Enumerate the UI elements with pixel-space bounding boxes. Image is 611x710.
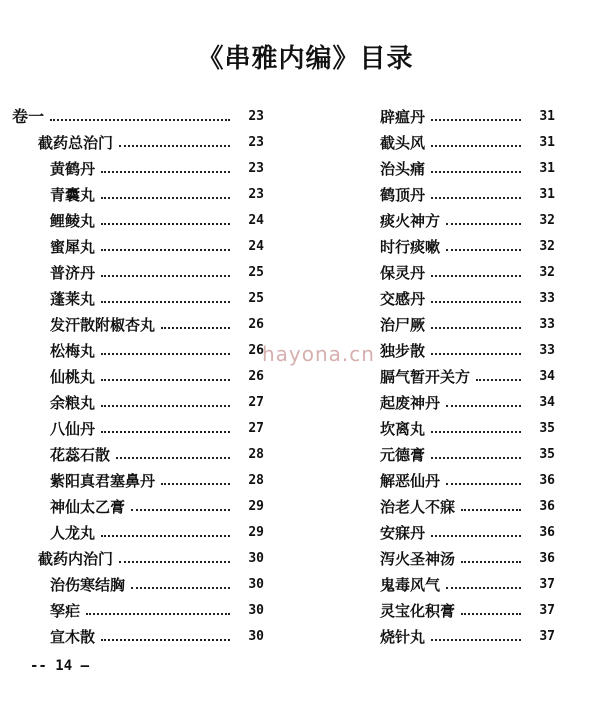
leader-dots [476,379,521,381]
toc-entry [342,546,555,572]
toc-entry [12,546,264,572]
toc-entry [342,520,555,546]
toc-entry-page: 24 [248,239,264,254]
toc-entry-page: 23 [248,161,264,176]
toc-entry [12,104,264,130]
toc-entry-page: 37 [539,603,555,618]
leader-dots [431,639,521,641]
toc-entry-page: 29 [248,525,264,540]
watermark: hayona.cn [262,342,375,366]
leader-dots [431,353,521,355]
leader-dots [119,561,230,563]
toc-entry [342,260,555,286]
toc-entry-page: 26 [248,317,264,332]
toc-entry-label: 治尸厥 [380,312,429,338]
toc-entry [12,286,264,312]
toc-entry-page: 32 [539,239,555,254]
leader-dots [119,145,230,147]
toc-entry-label: 截药内治门 [38,546,117,572]
toc-entry-page: 26 [248,369,264,384]
toc-entry-label: 安寐丹 [380,520,429,546]
toc-entry-page: 37 [539,577,555,592]
toc-entry [12,130,264,156]
toc-entry-page: 31 [539,161,555,176]
leader-dots [101,379,230,381]
toc-entry-page: 24 [248,213,264,228]
toc-entry [342,286,555,312]
toc-entry-page: 35 [539,447,555,462]
toc-entry-label: 孥疟 [50,598,84,624]
leader-dots [131,509,230,511]
toc-entry-label: 松梅丸 [50,338,99,364]
toc-entry-page: 37 [539,629,555,644]
toc-entry-label: 膈气暂开关方 [380,364,474,390]
toc-entry-label: 神仙太乙膏 [50,494,129,520]
toc-entry-label: 发汗散附椒杏丸 [50,312,159,338]
leader-dots [446,249,521,251]
toc-entry [342,364,555,390]
toc-entry-page: 30 [248,551,264,566]
leader-dots [446,587,521,589]
toc-entry-label: 截药总治门 [38,130,117,156]
toc-entry-page: 36 [539,473,555,488]
toc-entry-label: 人龙丸 [50,520,99,546]
toc-entry [12,624,264,650]
toc-entry-page: 35 [539,421,555,436]
toc-entry-page: 34 [539,369,555,384]
toc-entry-label: 青囊丸 [50,182,99,208]
toc-entry [12,468,264,494]
leader-dots [161,483,230,485]
toc-entry-label: 花蕊石散 [50,442,114,468]
toc-entry-label: 独步散 [380,338,429,364]
toc-entry-label: 仙桃丸 [50,364,99,390]
toc-entry-page: 30 [248,577,264,592]
toc-entry-page: 33 [539,291,555,306]
leader-dots [101,535,230,537]
leader-dots [446,223,521,225]
toc-entry-label: 治伤寒结胸 [50,572,129,598]
toc-entry-page: 36 [539,525,555,540]
toc-entry [342,182,555,208]
toc-entry [342,234,555,260]
toc-entry-page: 33 [539,317,555,332]
leader-dots [86,613,230,615]
toc-entry [342,598,555,624]
toc-entry-label: 治头痛 [380,156,429,182]
toc-entry-label: 辟瘟丹 [380,104,429,130]
toc-entry-page: 26 [248,343,264,358]
toc-entry-label: 交感丹 [380,286,429,312]
toc-entry-label: 时行痰嗽 [380,234,444,260]
leader-dots [431,535,521,537]
leader-dots [431,119,521,121]
toc-entry-label: 起废神丹 [380,390,444,416]
leader-dots [101,431,230,433]
toc-entry-page: 29 [248,499,264,514]
toc-entry-label: 宣木散 [50,624,99,650]
toc-entry-label: 坎离丸 [380,416,429,442]
toc-entry-label: 鲤鲮丸 [50,208,99,234]
leader-dots [431,327,521,329]
toc-entry-page: 27 [248,395,264,410]
toc-entry-page: 31 [539,135,555,150]
page-title: 《串雅内编》目录 [197,44,414,74]
toc-entry-label: 解恶仙丹 [380,468,444,494]
toc-entry-page: 30 [248,629,264,644]
leader-dots [431,197,521,199]
leader-dots [431,145,521,147]
leader-dots [431,275,521,277]
toc-entry [342,468,555,494]
toc-column-left [12,104,264,650]
toc-entry [12,416,264,442]
toc-entry [342,390,555,416]
leader-dots [131,587,230,589]
leader-dots [431,431,521,433]
toc-entry [342,416,555,442]
toc-entry [342,312,555,338]
toc-entry-page: 23 [248,187,264,202]
leader-dots [101,405,230,407]
toc-entry-label: 蜜犀丸 [50,234,99,260]
toc-entry-label: 烧针丸 [380,624,429,650]
toc-entry-page: 25 [248,265,264,280]
toc-entry-label: 普济丹 [50,260,99,286]
toc-entry-label: 八仙丹 [50,416,99,442]
toc-entry [342,130,555,156]
toc-entry [342,442,555,468]
toc-entry [12,234,264,260]
leader-dots [101,197,230,199]
toc-entry-label: 灵宝化积膏 [380,598,459,624]
leader-dots [101,223,230,225]
toc-entry-page: 28 [248,473,264,488]
toc-column-right [342,104,555,650]
toc-entry [342,494,555,520]
toc-entry [342,156,555,182]
toc-entry-label: 泻火圣神汤 [380,546,459,572]
toc-entry [12,520,264,546]
leader-dots [446,483,521,485]
toc-entry-page: 23 [248,109,264,124]
toc-entry-label: 紫阳真君塞鼻丹 [50,468,159,494]
toc-entry-page: 32 [539,265,555,280]
toc-entry [12,494,264,520]
toc-entry-label: 余粮丸 [50,390,99,416]
toc-entry [12,390,264,416]
toc-entry [12,442,264,468]
toc-entry-label: 鹤顶丹 [380,182,429,208]
toc-entry-page: 31 [539,109,555,124]
toc-entry-page: 27 [248,421,264,436]
toc-entry-page: 25 [248,291,264,306]
leader-dots [431,457,521,459]
toc-entry [12,182,264,208]
toc-entry-label: 保灵丹 [380,260,429,286]
leader-dots [101,639,230,641]
toc-entry-label: 截头风 [380,130,429,156]
toc-entry-page: 23 [248,135,264,150]
toc-entry-page: 31 [539,187,555,202]
toc-entry [12,338,264,364]
leader-dots [101,171,230,173]
toc-entry-label: 元德膏 [380,442,429,468]
leader-dots [116,457,230,459]
toc-entry-page: 36 [539,551,555,566]
toc-entry-page: 34 [539,395,555,410]
toc-entry [12,312,264,338]
leader-dots [461,613,521,615]
leader-dots [431,301,521,303]
toc-entry-label: 蓬莱丸 [50,286,99,312]
toc-entry [342,208,555,234]
leader-dots [101,301,230,303]
toc-entry [342,572,555,598]
leader-dots [161,327,230,329]
leader-dots [461,561,521,563]
toc-entry [342,624,555,650]
leader-dots [101,353,230,355]
toc-entry-page: 32 [539,213,555,228]
toc-entry [12,572,264,598]
toc-entry-label: 痰火神方 [380,208,444,234]
toc-entry [12,260,264,286]
toc-entry-label: 治老人不寐 [380,494,459,520]
toc-entry-page: 33 [539,343,555,358]
leader-dots [101,249,230,251]
toc-entry-page: 30 [248,603,264,618]
toc-entry [12,364,264,390]
toc-entry-label: 黄鹤丹 [50,156,99,182]
toc-entry [12,598,264,624]
toc-entry-page: 36 [539,499,555,514]
toc-entry [342,104,555,130]
toc-entry [12,208,264,234]
toc-entry-label: 鬼毒风气 [380,572,444,598]
toc-entry [12,156,264,182]
toc-entry-label: 卷一 [12,104,48,130]
leader-dots [50,119,230,121]
leader-dots [461,509,521,511]
leader-dots [101,275,230,277]
leader-dots [431,171,521,173]
page-number: -- 14 — [30,658,90,674]
toc-entry-page: 28 [248,447,264,462]
leader-dots [446,405,521,407]
